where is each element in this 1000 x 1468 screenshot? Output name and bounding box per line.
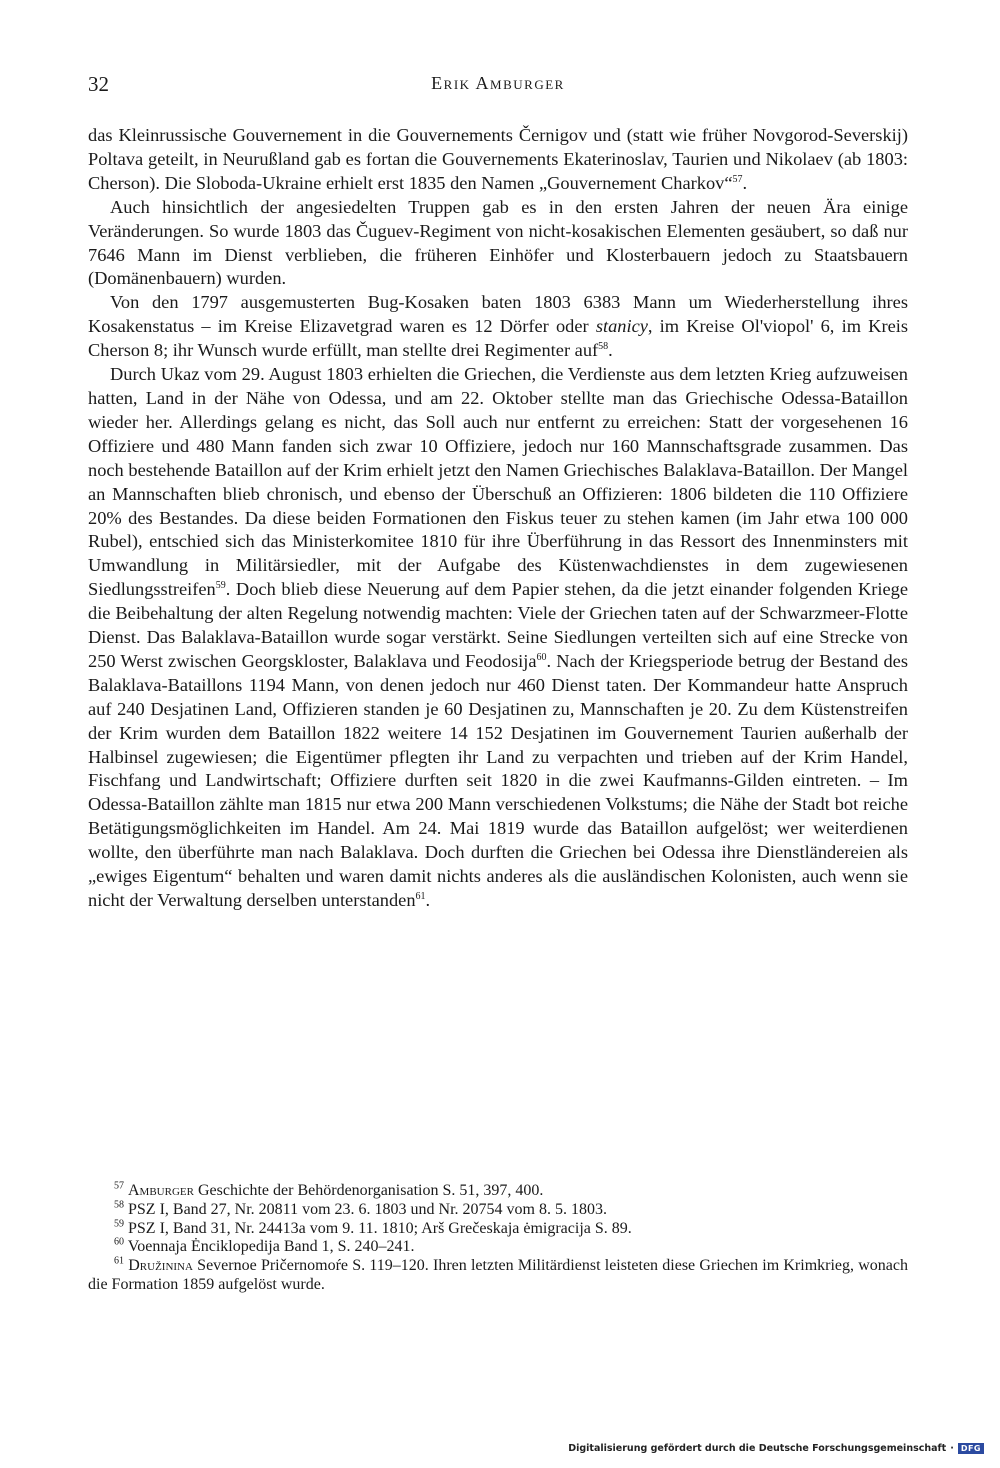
- footnote-ref[interactable]: 61: [415, 890, 426, 902]
- paragraph: Durch Ukaz vom 29. August 1803 erhielten die Griechen, die Verdienste aus dem letzten Krieg aufzuweisen hatten, Land in der Nähe von Odessa, und am 22. Oktober stellte man das Griechische Odessa-Bataillon wieder her. Allerdings gelang es nicht, das Soll auch nur entfernt zu erreichen: Statt der vorgesehenen 16 Offiziere und 480 Mann fanden sich zwar 10 Offiziere, jedoch nur 160 Mannschaftsgrade zusammen. Das noch bestehende Bataillon auf der Krim erhielt jetzt den Namen Griechisches Balaklava-Bataillon. Der Mangel an Mannschaften blieb chronisch, und ebenso der Überschuß an Offizieren: 1806 bildeten die 110 Offiziere 20% des Bestandes. Da diese beiden Formationen den Fiskus teuer zu stehen kamen (im Jahr etwa 100 000 Rubel), entschied sich das Ministerkomitee 1810 für ihre Überführung in das Ressort des Innenminsters mit Umwandlung in Militärsiedler, mit der Aufgabe des Küstenwachdienstes in dem zugewiesenen Siedlungsstreifen$^{59}$. Doch blieb diese Neuerung auf dem Papier stehen, da die jetzt einander folgenden Kriege die Beibehaltung der alten Regelung notwendig machten: Viele der Griechen taten auf der Schwarzmeer-Flotte Dienst. Das Balaklava-Bataillon wurde sogar verstärkt. Seine Siedlungen verteilten sich auf eine Strecke von 250 Werst zwischen Georgskloster, Balaklava und Feodosija$^{60}$. Nach der Kriegsperiode betrug der Bestand des Balaklava-Bataillons 1194 Mann, von denen jedoch nur 460 Dienst taten. Der Kommandeur hatte Anspruch auf 240 Desjatinen Land, Offizieren standen je 60 Desjatinen zu, Mannschaften je 20. Zu dem Küstenstreifen der Krim wurden dem Bataillon 1822 weitere 14 152 Desjatinen im Gouvernement Taurien außerhalb der Halbinsel zugewiesen; die Eigentümer pflegten ihr Land zu verpachten und trieben auf der Krim Handel, Fischfang und Landwirtschaft; Offiziere durften seit 1820 in die zwei Kaufmanns-Gilden eintreten. – Im Odessa-Bataillon zählte man 1815 nur etwa 200 Mann verschiedenen Volkstums; die Nähe der Stadt bot reiche Betätigungsmöglichkeiten im Handel. Am 24. Mai 1819 wurde das Bataillon aufgelöst; wer weiterdienen wollte, den überführte man nach Balaklava. Doch durften die Griechen bei Odessa ihre Dienstländereien als „ewiges Eigentum“ behalten und waren damit nichts anderes als die ausländischen Kolonisten, auch wenn sie nicht der Verwaltung derselben unterstanden$^{61}$.: [88, 364, 909, 910]
- page-number: 32: [88, 72, 109, 96]
- running-head: Erik Amburger: [431, 73, 565, 93]
- footnote: $^{58}$ PSZ I, Band 27, Nr. 20811 vom 23. 6. 1803 und Nr. 20754 vom 8. 5. 1803.: [114, 1199, 607, 1218]
- paragraph: das Kleinrussische Gouvernement in die Gouvernements Černigov und (statt wie früher Novgorod-Severskij) Poltava geteilt, in Neurußland gab es fortan die Gouvernements Ekaterinoslav, Taurien und Nikolaev (ab 1803: Cherson). Die Sloboda-Ukraine erhielt erst 1835 den Namen „Gouvernement Charkov“$^{57}$.: [88, 125, 908, 193]
- dfg-logo: DFG: [958, 1443, 984, 1454]
- footnote: $^{57}$ Amburger Geschichte der Behördenorganisation S. 51, 397, 400.: [114, 1180, 544, 1199]
- footnote-ref[interactable]: 58: [598, 341, 609, 353]
- footnotes: [88, 1182, 908, 1295]
- body-text: [88, 124, 908, 913]
- credit-text: Digitalisierung gefördert durch die Deutsche Forschungsgemeinschaft: [568, 1443, 947, 1454]
- footnote: $^{59}$ PSZ I, Band 31, Nr. 24413a vom 9. 11. 1810; Arš Grečeskaja ėmigracija S. 89.: [114, 1218, 632, 1237]
- digitization-credit: Digitalisierung gefördert durch die Deutsche Forschungsgemeinschaft · DFG: [568, 1443, 984, 1454]
- footnote: $^{60}$ Voennaja Ėnciklopedija Band 1, S. 240–241.: [114, 1237, 415, 1256]
- footnote-ref[interactable]: 59: [215, 580, 226, 592]
- footnote: $^{61}$ Družinina Severnoe Pričernomoŕe S. 119–120. Ihren letzten Militärdienst leisteten diese Griechen im Krimkrieg, wonach die Formation 1859 aufgelöst wurde.: [88, 1255, 908, 1293]
- footnote-ref[interactable]: 57: [732, 173, 743, 185]
- paragraph: Von den 1797 ausgemusterten Bug-Kosaken baten 1803 6383 Mann um Wiederherstellung ihres Kosakenstatus – im Kreise Elizavetgrad waren es 12 Dörfer oder stanicy, im Kreise Ol'viopol' 6, im Kreis Cherson 8; ihr Wunsch wurde erfüllt, man stellte drei Regimenter auf$^{58}$.: [88, 292, 909, 361]
- footnote-ref[interactable]: 60: [536, 651, 547, 663]
- page-header: [88, 72, 908, 102]
- paragraph: Auch hinsichtlich der angesiedelten Truppen gab es in den ersten Jahren der neuen Ära einige Veränderungen. So wurde 1803 das Čuguev-Regiment von nicht-kosakischen Elementen gesäubert, so daß nur 7646 Mann im Dienst verblieben, die früheren Einhöfer und Klosterbauern jedoch zu Staatsbauern (Domänenbauern) wurden.: [88, 196, 908, 289]
